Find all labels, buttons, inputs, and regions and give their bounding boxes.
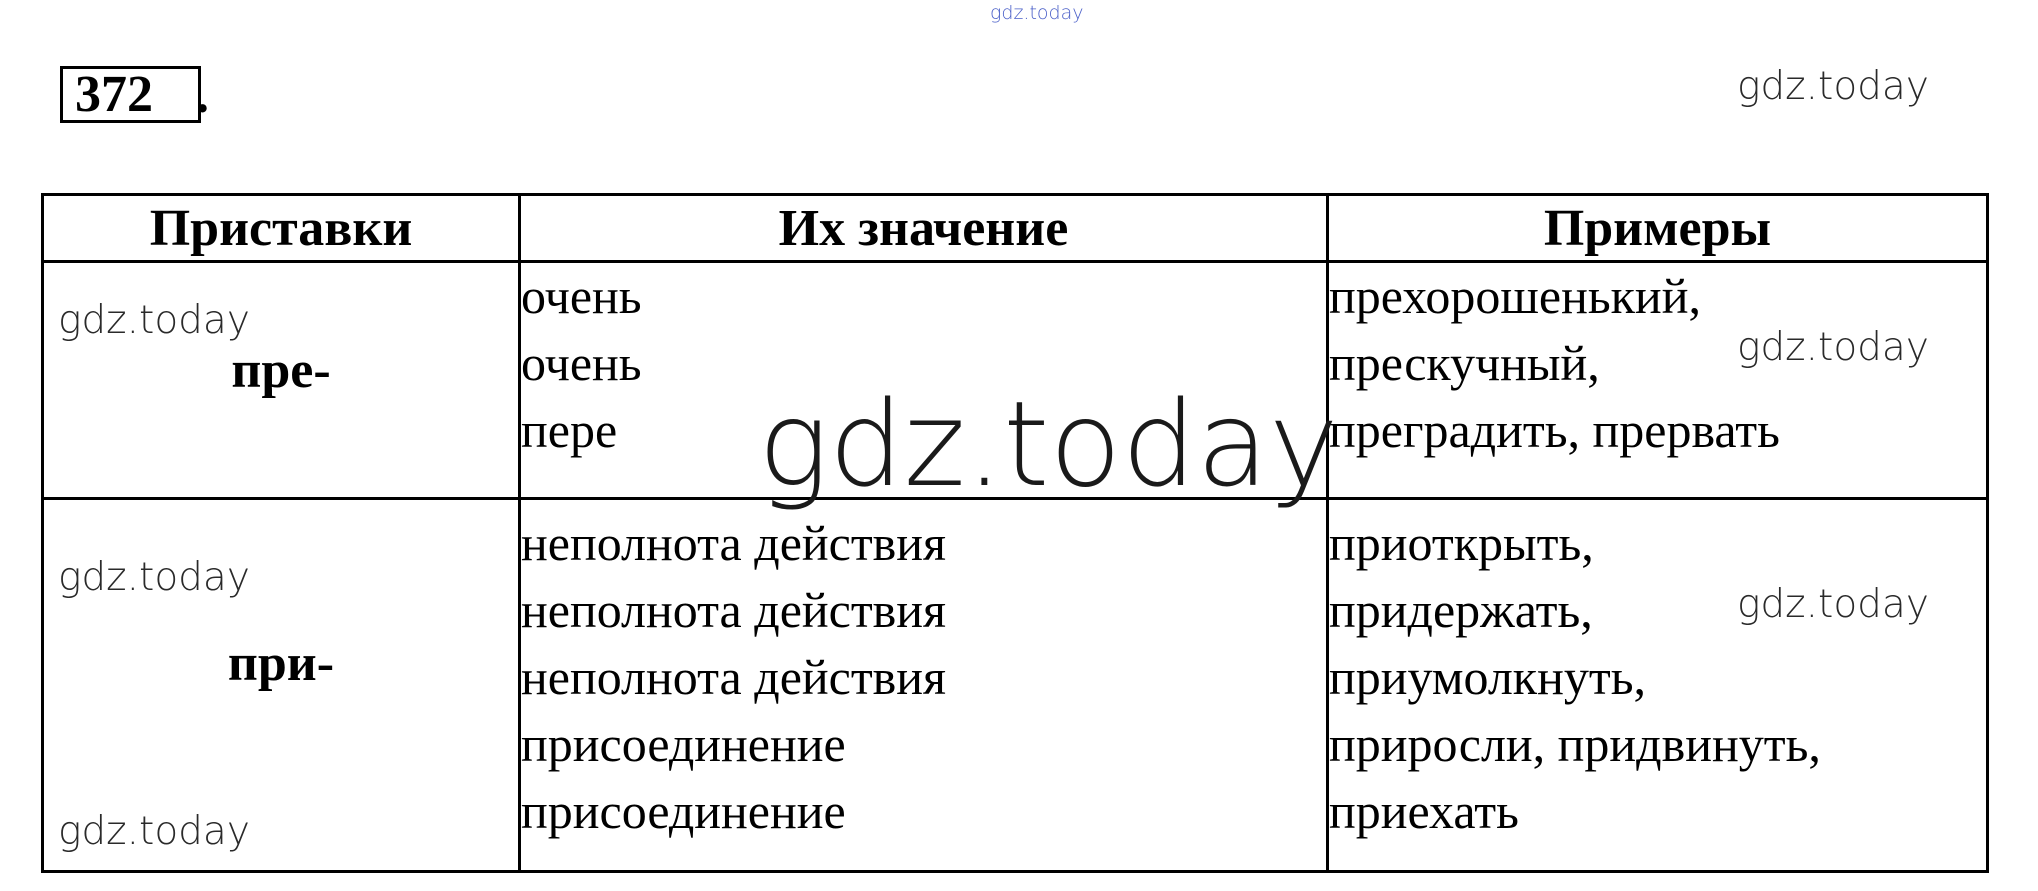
meaning-line: пере bbox=[521, 402, 618, 458]
table-header-row bbox=[43, 195, 1988, 262]
header-examples: Примеры bbox=[1328, 195, 1988, 262]
meaning-line: очень bbox=[521, 268, 642, 324]
header-prefixes: Приставки bbox=[43, 195, 520, 262]
task-number: 372 bbox=[60, 66, 201, 123]
example-line: преградить, прервать bbox=[1329, 402, 1780, 458]
watermark-row2-left: gdz.today bbox=[58, 555, 250, 600]
task-number-dot: . bbox=[196, 67, 209, 124]
watermark-row1-left: gdz.today bbox=[58, 298, 250, 343]
meanings-cell bbox=[520, 499, 1328, 872]
meaning-line: неполнота действия bbox=[521, 649, 947, 705]
example-line: прехорошенький, bbox=[1329, 268, 1701, 324]
example-line: прескучный, bbox=[1329, 335, 1600, 391]
example-line: приросли, придвинуть, bbox=[1329, 716, 1821, 772]
example-line: придержать, bbox=[1329, 582, 1593, 638]
example-line: приехать bbox=[1329, 783, 1519, 839]
watermark-row1-right: gdz.today bbox=[1737, 325, 1929, 370]
watermark-header: gdz.today bbox=[1737, 64, 1929, 109]
table-row bbox=[43, 499, 1988, 872]
prefix-table bbox=[41, 193, 1989, 873]
meaning-line: присоединение bbox=[521, 783, 846, 839]
header-meanings: Их значение bbox=[520, 195, 1328, 262]
watermark-bottom-left: gdz.today bbox=[58, 809, 250, 854]
watermark-top: gdz.today bbox=[990, 2, 1084, 24]
meaning-line: присоединение bbox=[521, 716, 846, 772]
prefix-label: пре- bbox=[231, 342, 331, 399]
watermark-center: gdz.today bbox=[758, 375, 1339, 513]
prefix-label: при- bbox=[227, 635, 335, 692]
meaning-line: очень bbox=[521, 335, 642, 391]
example-line: приумолкнуть, bbox=[1329, 649, 1646, 705]
meaning-line: неполнота действия bbox=[521, 515, 947, 571]
examples-cell bbox=[1328, 262, 1988, 499]
examples-cell bbox=[1328, 499, 1988, 872]
example-line: приоткрыть, bbox=[1329, 515, 1594, 571]
watermark-row2-right: gdz.today bbox=[1737, 582, 1929, 627]
meaning-line: неполнота действия bbox=[521, 582, 947, 638]
